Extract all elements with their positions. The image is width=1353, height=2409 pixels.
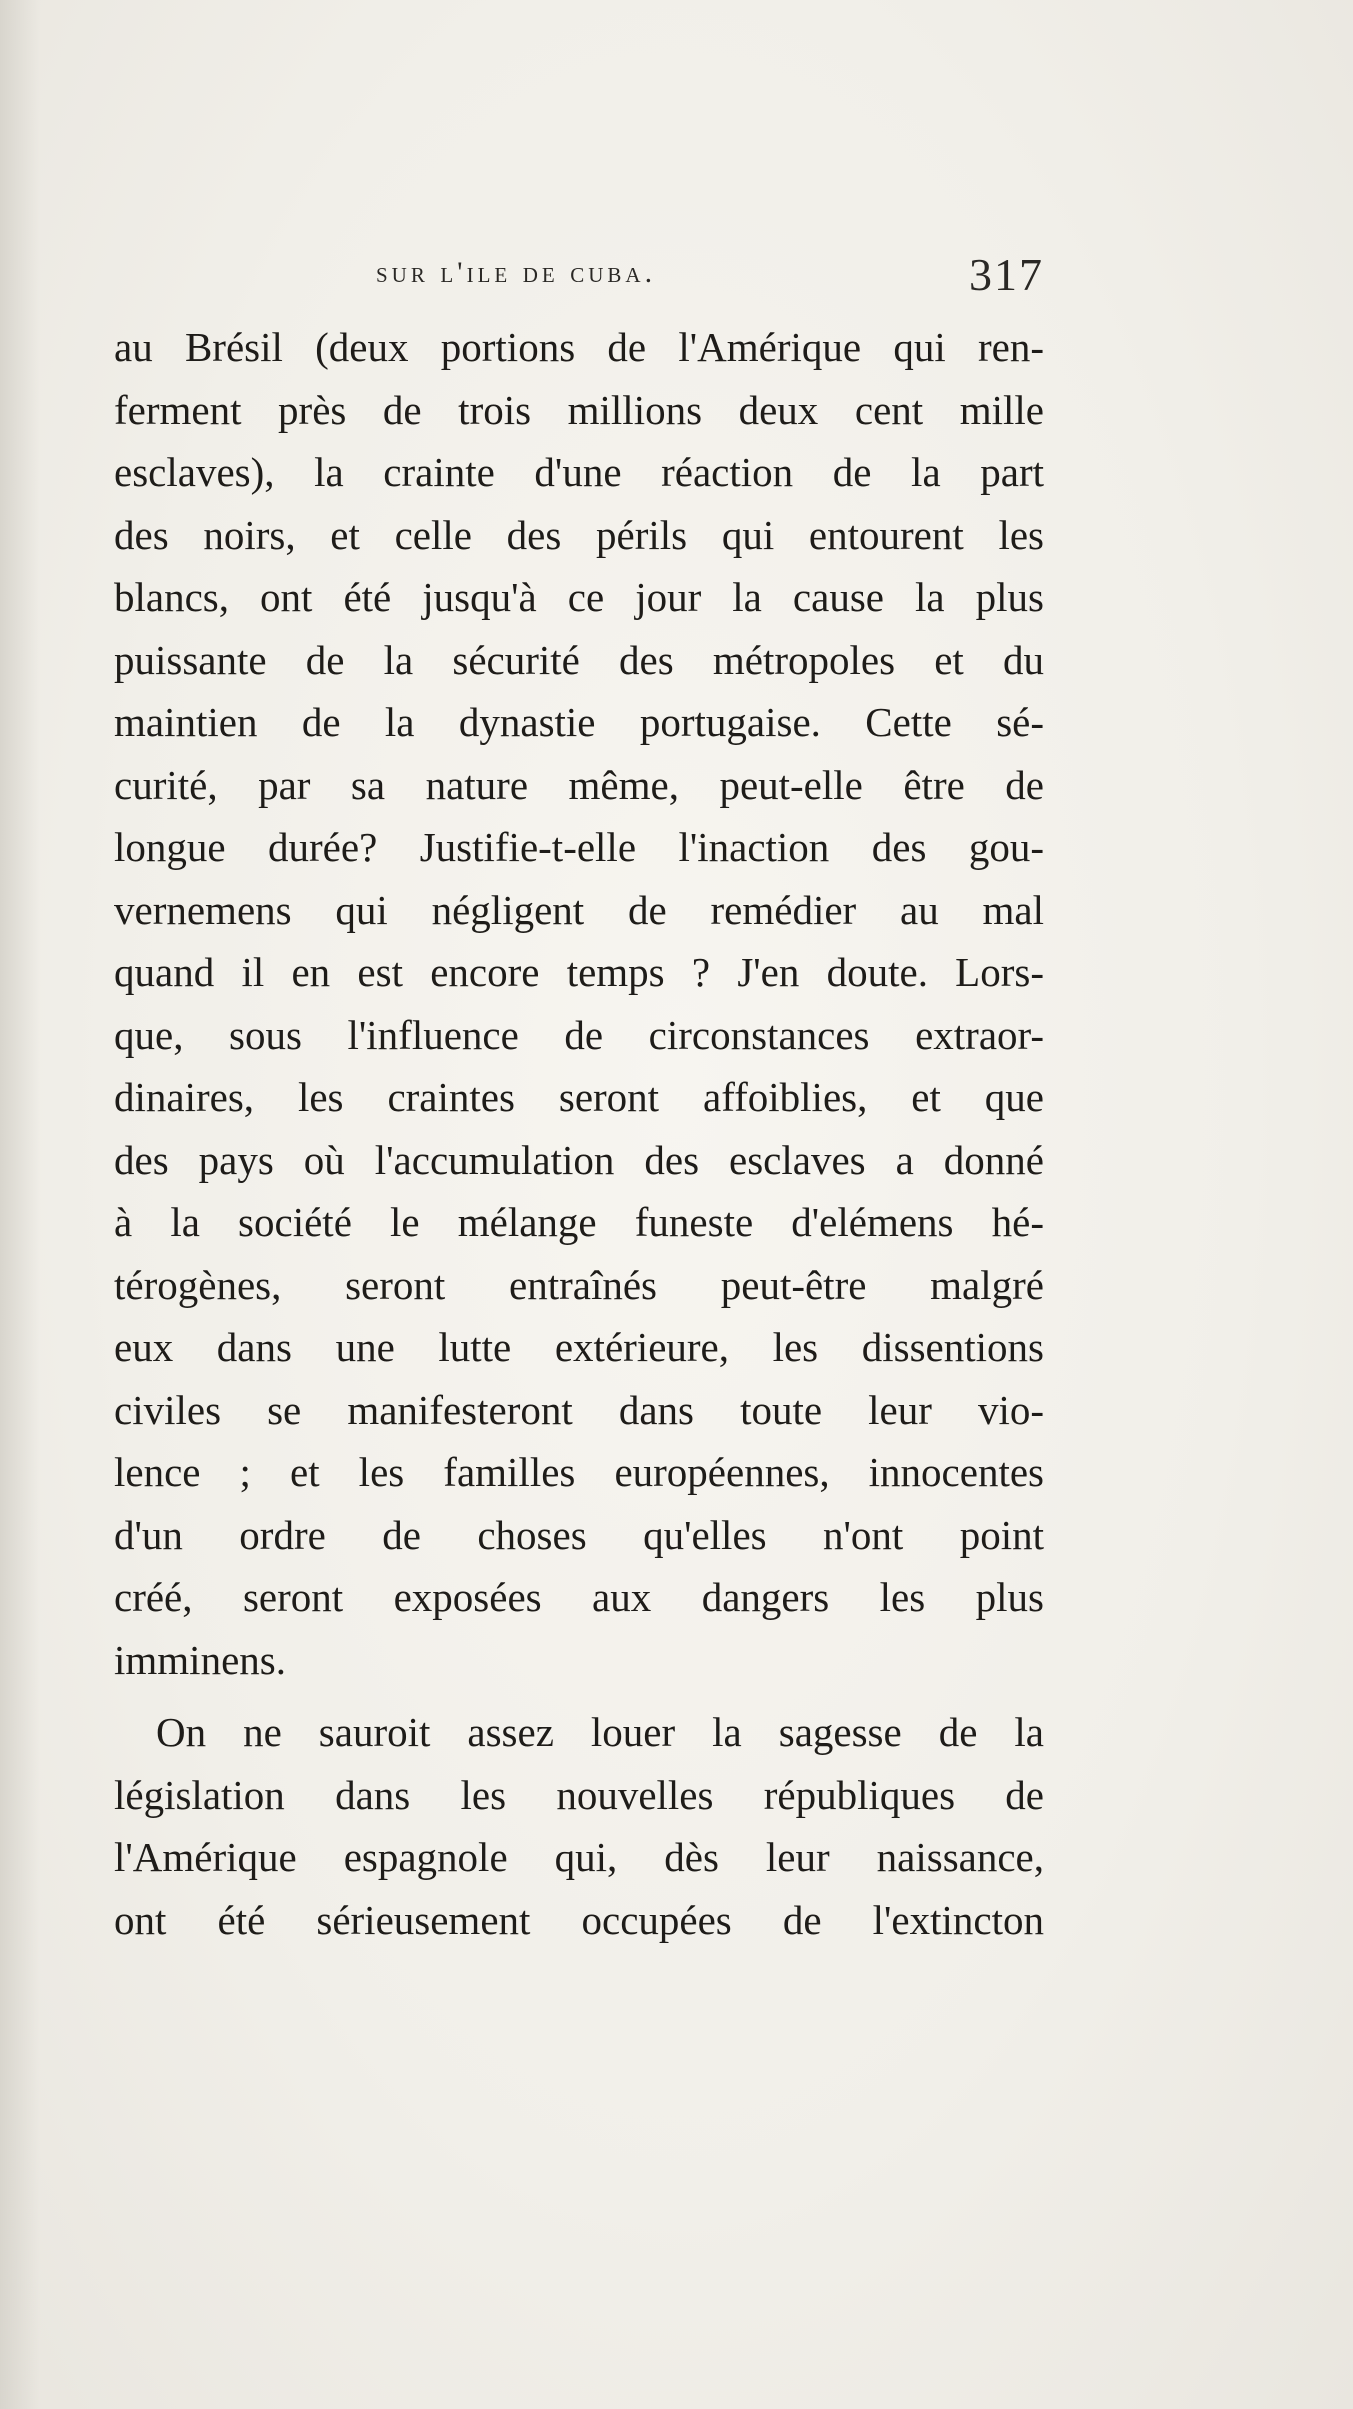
text-line: térogènes, seront entraînés peut-être malgré — [114, 1261, 1044, 1308]
text-line: puissante de la sécurité des métropoles et du — [114, 636, 1044, 683]
text-line: ferment près de trois millions deux cent mille — [114, 386, 1044, 433]
text-line: esclaves), la crainte d'une réaction de la part — [114, 449, 1044, 495]
text-line: que, sous l'influence de circonstances extraor- — [114, 1011, 1044, 1058]
text-line: dinaires, les craintes seront affoiblies, et que — [114, 1074, 1044, 1120]
text-line: des noirs, et celle des périls qui entourent les — [114, 511, 1044, 558]
text-line: longue durée? Justifie-t-elle l'inaction des gou- — [114, 824, 1044, 870]
text-line: d'un ordre de choses qu'elles n'ont point — [114, 1511, 1044, 1558]
running-title: sur l'ile de cuba. — [376, 256, 657, 289]
text-line: vernemens qui négligent de remédier au mal — [114, 886, 1044, 933]
page-number: 317 — [969, 249, 1044, 300]
text-line: imminens. — [114, 1636, 286, 1683]
text-line: curité, par sa nature même, peut-elle être de — [114, 761, 1044, 808]
text-line: On ne sauroit assez louer la sagesse de la — [156, 1709, 1044, 1755]
text-line: des pays où l'accumulation des esclaves a donné — [114, 1136, 1044, 1183]
paragraph-2 — [114, 1701, 1044, 1951]
text-line: l'Amérique espagnole qui, dès leur naissance, — [114, 1834, 1044, 1880]
text-line: maintien de la dynastie portugaise. Cette sé- — [114, 699, 1044, 745]
text-line: à la société le mélange funeste d'elémens hé- — [114, 1199, 1044, 1245]
paragraph-1 — [114, 316, 1044, 1691]
text-line: civiles se manifesteront dans toute leur vio- — [114, 1386, 1044, 1433]
gutter-shadow — [0, 0, 40, 2409]
text-line: législation dans les nouvelles républiques de — [114, 1771, 1044, 1818]
text-line: lence ; et les familles européennes, innocentes — [114, 1449, 1044, 1495]
text-line: eux dans une lutte extérieure, les dissentions — [114, 1324, 1044, 1370]
text-line: ont été sérieusement occupées de l'extincton — [114, 1896, 1044, 1943]
text-line: blancs, ont été jusqu'à ce jour la cause la plus — [114, 574, 1044, 620]
text-line: créé, seront exposées aux dangers les plus — [114, 1574, 1044, 1620]
body-text — [114, 316, 1044, 1951]
paragraph-gap — [114, 1691, 1044, 1701]
text-line: au Brésil (deux portions de l'Amérique qui ren- — [114, 324, 1044, 370]
text-line: quand il en est encore temps ? J'en doute. Lors- — [114, 949, 1044, 995]
running-head — [114, 249, 1044, 300]
